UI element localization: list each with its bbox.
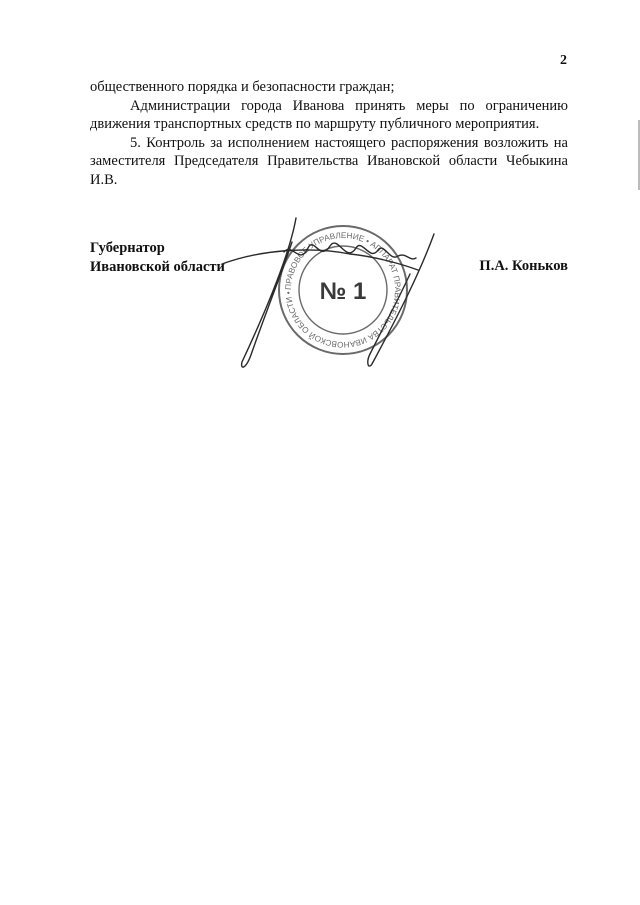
handwritten-signature <box>200 212 460 377</box>
page-number: 2 <box>560 53 567 68</box>
signatory-title-line2: Ивановской области <box>90 258 225 275</box>
paragraph-continuation: общественного порядка и безопасности граждан; <box>90 79 395 95</box>
stamp-ring-text: ПРАВОВОЕ УПРАВЛЕНИЕ • АППАРАТ ПРАВИТЕЛЬСТВА ИВАНОВСКОЙ ОБЛАСТИ • <box>283 230 403 350</box>
signatory-title-line1: Губернатор <box>90 240 165 256</box>
stamp-number: № 1 <box>319 278 367 305</box>
signature-stroke-waves <box>284 243 416 259</box>
document-body <box>90 78 568 190</box>
paragraph-administration: Администрации города Иванова принять меры по ограничению движения транспортных средств по маршруту публичного мероприятия. <box>90 97 568 133</box>
paragraph-control: 5. Контроль за исполнением настоящего распоряжения возложить на заместителя Председателя Правительства Ивановской области Чебыкина И.В. <box>90 134 568 188</box>
signature-stroke-left-loop <box>242 218 296 367</box>
signature-stroke-right-loop <box>368 234 434 366</box>
signatory-name: П.А. Коньков <box>479 258 568 274</box>
